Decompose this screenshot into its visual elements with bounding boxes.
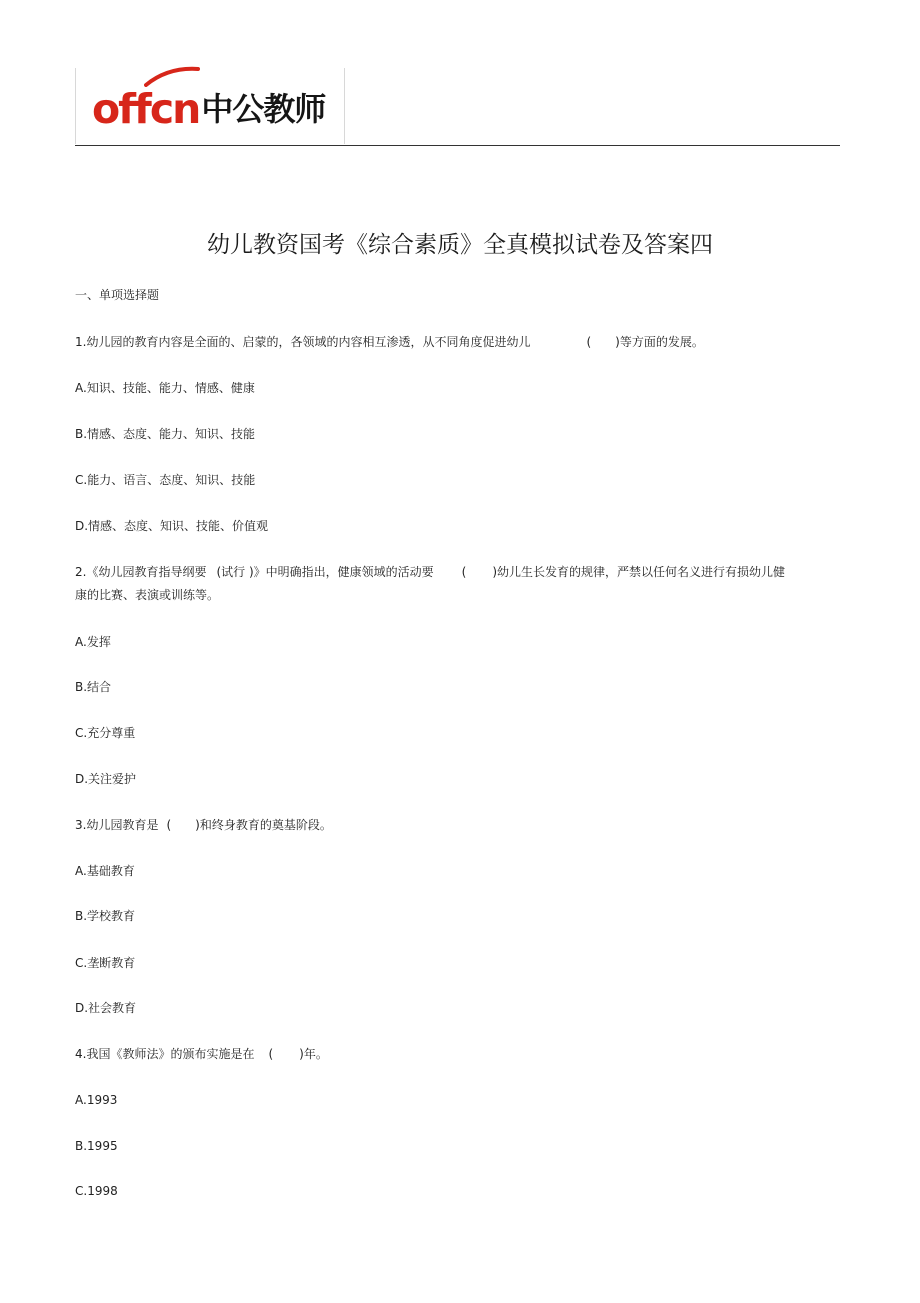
question-4-option-a: A.1993 xyxy=(75,1093,118,1107)
question-3-option-d: D.社会教育 xyxy=(75,1001,137,1015)
question-1-paren-open: ( xyxy=(586,335,592,349)
offcn-logo xyxy=(92,86,325,132)
document-title: 幼儿教资国考《综合素质》全真模拟试卷及答案四 xyxy=(207,232,713,258)
question-3-stem xyxy=(75,814,332,837)
question-2-stem-cont: 康的比赛、表演或训练等。 xyxy=(75,588,220,602)
question-4-stem xyxy=(75,1043,328,1066)
question-1-option-a: A.知识、技能、能力、情感、健康 xyxy=(75,381,255,395)
question-2-option-a: A.发挥 xyxy=(75,635,111,649)
question-3-option-b: B.学校教育 xyxy=(75,909,136,923)
question-3-text-end: )和终身教育的奠基阶段。 xyxy=(195,818,332,832)
question-2-stem xyxy=(75,561,785,584)
question-2-option-b: B.结合 xyxy=(75,680,112,694)
question-4-paren-open: ( xyxy=(268,1047,274,1061)
question-1-stem xyxy=(75,331,704,354)
question-1-option-c: C.能力、语言、态度、知识、技能 xyxy=(75,473,256,487)
logo-swoosh-icon xyxy=(144,65,200,87)
logo-brand-en: offcn xyxy=(92,85,200,133)
question-2-text-b: (试行 )》中明确指出，健康领域的活动要 xyxy=(216,565,434,579)
question-1-option-d: D.情感、态度、知识、技能、价值观 xyxy=(75,519,269,533)
question-4-text-end: )年。 xyxy=(299,1047,328,1061)
question-2-option-d: D.关注爱护 xyxy=(75,772,137,786)
section-heading: 一、单项选择题 xyxy=(75,288,160,302)
question-1-text-end: )等方面的发展。 xyxy=(615,335,704,349)
question-3-text: 3.幼儿园教育是 xyxy=(75,818,159,832)
logo-box xyxy=(75,68,345,144)
question-4-text: 4.我国《教师法》的颁布实施是在 xyxy=(75,1047,255,1061)
logo-brand-cn: 中公教师 xyxy=(201,90,326,128)
question-3-option-c: C.垄断教育 xyxy=(75,956,136,970)
question-2-text: 2.《幼儿园教育指导纲要 xyxy=(75,565,207,579)
question-2-option-c: C.充分尊重 xyxy=(75,726,136,740)
question-1-text: 1.幼儿园的教育内容是全面的、启蒙的，各领域的内容相互渗透，从不同角度促进幼儿 xyxy=(75,335,531,349)
page-header xyxy=(75,68,840,146)
question-3-paren-open: ( xyxy=(166,818,172,832)
question-2-paren-open: ( xyxy=(461,565,467,579)
question-4-option-b: B.1995 xyxy=(75,1139,118,1153)
question-3-option-a: A.基础教育 xyxy=(75,864,135,878)
question-2-text-d: )幼儿生长发育的规律，严禁以任何名义进行有损幼儿健 xyxy=(492,565,786,579)
question-4-option-c: C.1998 xyxy=(75,1184,118,1198)
question-1-option-b: B.情感、态度、能力、知识、技能 xyxy=(75,427,256,441)
